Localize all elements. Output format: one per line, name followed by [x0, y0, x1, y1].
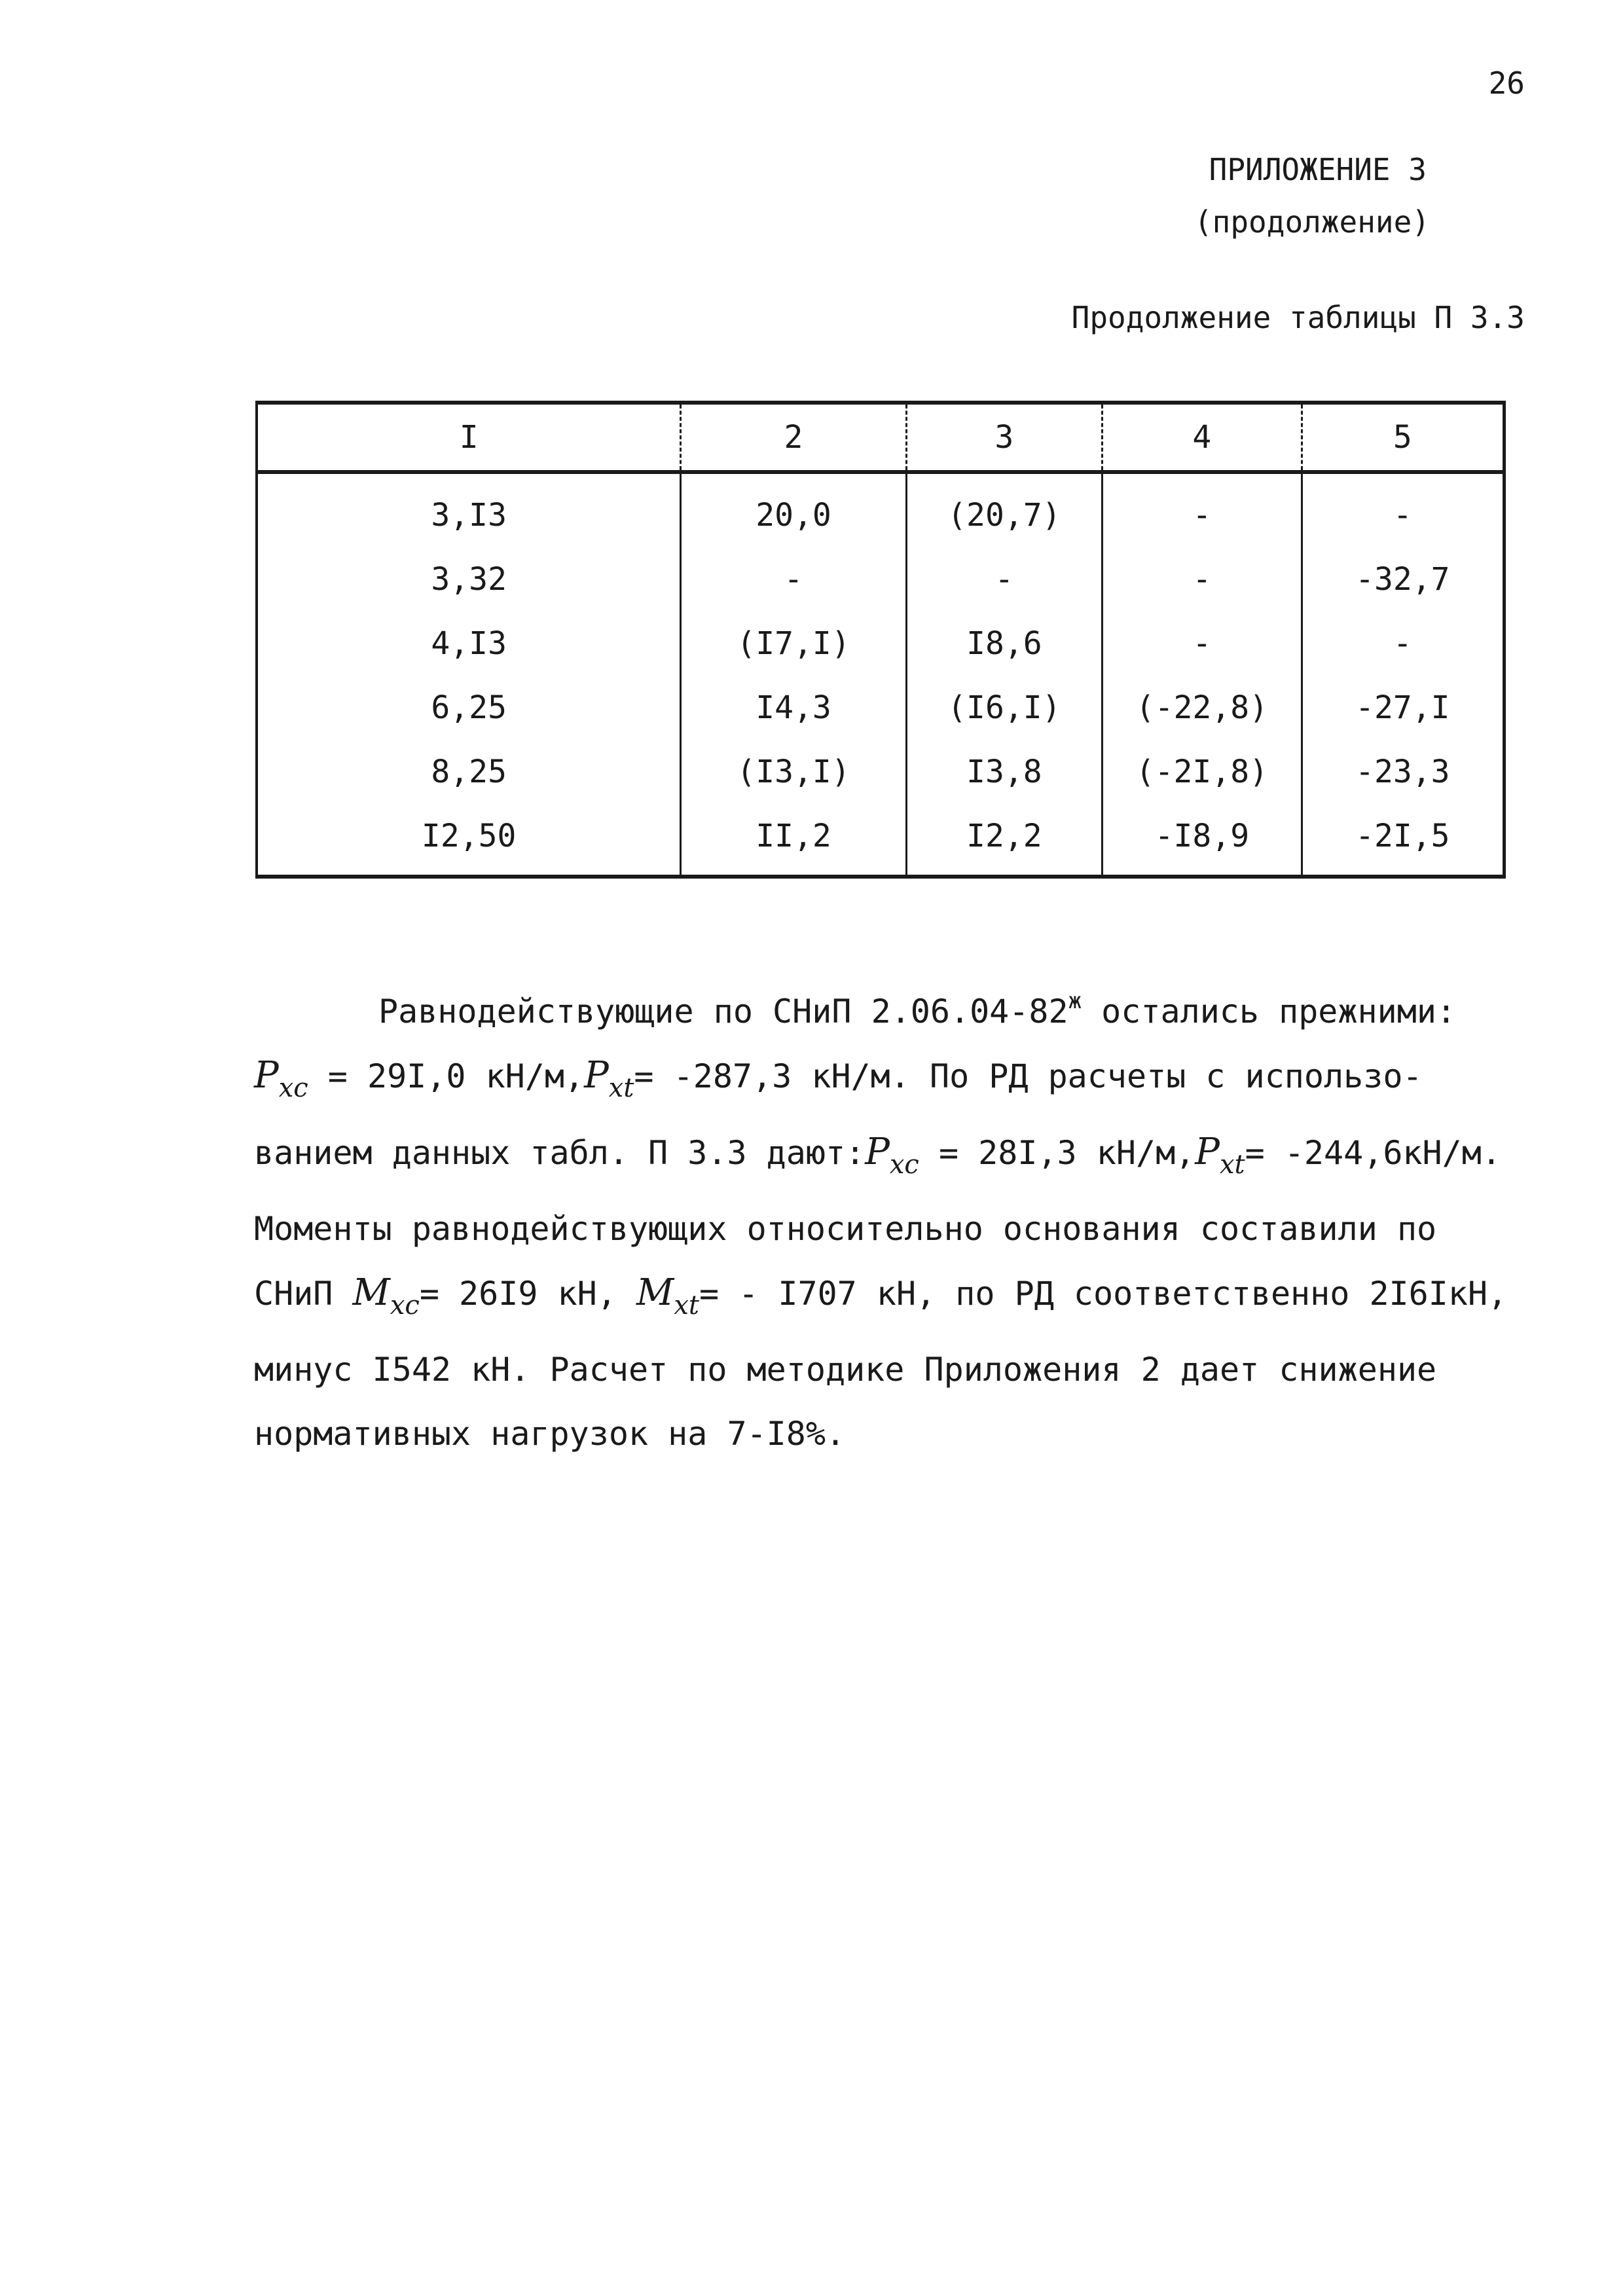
table-cell: I2,2: [906, 804, 1102, 877]
column-header: 3: [906, 403, 1102, 472]
table-row: [257, 804, 1504, 877]
table-header-row: [257, 403, 1504, 472]
table-row: [257, 547, 1504, 611]
table-caption: Продолжение таблицы П 3.3: [1071, 300, 1525, 335]
text-span: = 29I,0 кН/м,: [308, 1057, 585, 1095]
table-cell: II,2: [681, 804, 906, 877]
page-number: 26: [1488, 65, 1525, 101]
table-cell: -: [1103, 472, 1302, 547]
table-cell: -: [906, 547, 1102, 611]
symbol-subscript: xt: [674, 1290, 699, 1321]
table-cell: (-2I,8): [1103, 740, 1302, 804]
symbol-subscript: xt: [608, 1073, 634, 1103]
symbol-subscript: xc: [889, 1150, 919, 1180]
text-line: нормативных нагрузок на 7-I8%.: [254, 1415, 846, 1453]
superscript-mark: ж: [1068, 988, 1082, 1014]
symbol-letter: P: [254, 1054, 279, 1097]
column-header: 2: [681, 403, 906, 472]
appendix-title: ПРИЛОЖЕНИЕ 3: [1209, 152, 1427, 187]
symbol-letter: P: [1195, 1131, 1220, 1173]
table-cell: -: [1302, 472, 1504, 547]
column-header: 5: [1302, 403, 1504, 472]
text-span: СНиП: [254, 1275, 333, 1313]
table-cell: (I3,I): [681, 740, 906, 804]
text-line: [254, 1044, 1577, 1120]
symbol-p-xc: [254, 1054, 308, 1103]
text-span: = - I707 кН, по РД соответственно 2I6IкН,: [699, 1275, 1508, 1313]
symbol-subscript: xc: [278, 1073, 308, 1103]
table-cell: (20,7): [906, 472, 1102, 547]
symbol-m-xc: [352, 1271, 420, 1321]
table-cell: -: [1103, 611, 1302, 676]
symbol-subscript: xt: [1219, 1150, 1245, 1180]
text-span: = 28I,3 кН/м,: [919, 1134, 1195, 1172]
table-cell: -2I,5: [1302, 804, 1504, 877]
table-row: [257, 740, 1504, 804]
table-cell: 3,32: [431, 561, 507, 598]
table-cell: -27,I: [1302, 676, 1504, 740]
body-paragraph: [254, 969, 1577, 1466]
symbol-letter: M: [636, 1271, 674, 1314]
symbol-letter: M: [352, 1271, 390, 1314]
column-header: 4: [1103, 403, 1302, 472]
table-cell: (I7,I): [681, 611, 906, 676]
text-line: Моменты равнодействующих относительно основания составили по: [254, 1210, 1437, 1248]
table-cell: 4,I3: [431, 625, 507, 662]
appendix-subtitle: (продолжение): [1194, 204, 1430, 240]
table-cell: I2,50: [421, 818, 517, 854]
table-cell: 20,0: [681, 472, 906, 547]
symbol-letter: P: [584, 1054, 609, 1097]
text-span: ванием данных табл. П 3.3 дают:: [254, 1134, 866, 1172]
symbol-m-xt: [636, 1271, 699, 1321]
table-cell: -23,3: [1302, 740, 1504, 804]
symbol-p-xt: [584, 1054, 634, 1103]
table-cell: I4,3: [681, 676, 906, 740]
table-cell: -: [681, 547, 906, 611]
table-row: [257, 472, 1504, 547]
table-row: [257, 611, 1504, 676]
text-span: = -287,3 кН/м. По РД расчеты с использо-: [634, 1057, 1423, 1095]
symbol-p-xc: [865, 1131, 919, 1180]
table-row: [257, 676, 1504, 740]
table-cell: I3,8: [906, 740, 1102, 804]
table-cell: 3,I3: [431, 497, 507, 534]
table-cell: (-22,8): [1103, 676, 1302, 740]
text-line: минус I542 кН. Расчет по методике Приложения 2 дает снижение: [254, 1351, 1437, 1389]
table-cell: 6,25: [431, 689, 507, 726]
table-cell: I8,6: [906, 611, 1102, 676]
symbol-p-xt: [1195, 1131, 1245, 1180]
column-header: I: [257, 403, 681, 472]
table-cell: (I6,I): [906, 676, 1102, 740]
text-span: Равнодействующие по СНиП 2.06.04-82: [378, 993, 1068, 1030]
table-cell: -32,7: [1302, 547, 1504, 611]
text-span: = -244,6кН/м.: [1245, 1134, 1501, 1172]
text-span: остались прежними:: [1082, 993, 1457, 1030]
text-line: [254, 969, 1577, 1044]
text-line: [254, 1261, 1577, 1338]
text-span: = 26I9 кН,: [419, 1275, 617, 1313]
table-cell: 8,25: [431, 754, 507, 790]
symbol-subscript: xc: [390, 1290, 420, 1321]
table-cell: -: [1302, 611, 1504, 676]
table-cell: -: [1103, 547, 1302, 611]
data-table: [255, 401, 1506, 879]
table-cell: -I8,9: [1103, 804, 1302, 877]
text-line: [254, 1120, 1577, 1197]
symbol-letter: P: [865, 1131, 890, 1173]
